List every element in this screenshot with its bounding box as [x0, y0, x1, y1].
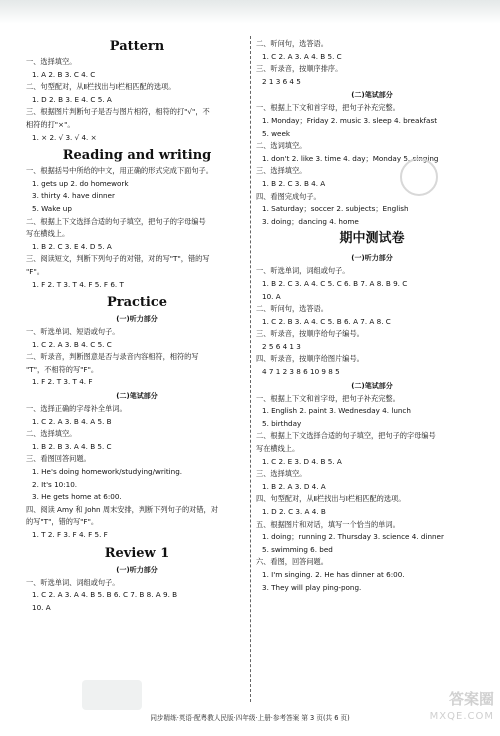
answer-line: 1. gets up 2. do homework — [32, 178, 129, 188]
answer-line: 三、根据图片判断句子是否与图片相符，相符的打"√"，不 — [26, 107, 210, 117]
answer-line: 3. doing；dancing 4. home — [262, 216, 359, 226]
watermark-text: 答案圈 — [448, 690, 494, 708]
answer-line: 二、根据上下文选择合适的句子填空，把句子的字母编号 — [26, 216, 206, 226]
answer-line: 1. C 2. A 3. B 4. A 5. B — [32, 416, 112, 426]
answer-line: 四、看图完成句子。 — [256, 191, 321, 201]
answer-line: 1. B 2. A 3. D 4. A — [262, 481, 326, 491]
answer-line: 一、根据括号中所给的中文，用正确的形式完成下面句子。 — [26, 166, 213, 176]
practice-written-list — [26, 403, 248, 542]
answer-line: 二、听录音，判断图意是否与录音内容相符，相符的写 — [26, 352, 199, 362]
answer-line: 一、选择填空。 — [26, 57, 77, 66]
column-divider — [250, 36, 251, 702]
answer-line: 四、阅读 Amy 和 John 周末安排，判断下列句子的对错，对 — [26, 504, 218, 514]
review-written-list — [256, 102, 488, 228]
practice-listening-label: (一)听力部分 — [116, 315, 158, 324]
review-listening-label: (一)听力部分 — [116, 565, 158, 574]
answer-line: 1. Saturday；soccer 2. subjects；English — [262, 204, 409, 214]
answer-line: 1. English 2. paint 3. Wednesday 4. lunch — [262, 406, 411, 416]
answer-line: 1. C 2. A 3. B 4. C 5. C — [32, 339, 112, 349]
answer-line: 一、听选单词、词组或句子。 — [26, 577, 120, 587]
review-continued-list — [256, 38, 488, 88]
answer-line: 1. C 2. E 3. D 4. B 5. A — [262, 456, 342, 466]
answer-line: 5. birthday — [262, 418, 302, 428]
answer-line: 1. D 2. B 3. E 4. C 5. A — [32, 94, 112, 104]
top-shade — [0, 0, 500, 24]
answer-line: 一、根据上下文和首字母，把句子补充完整。 — [256, 103, 400, 113]
answer-line: 二、听问句，选答语。 — [256, 304, 328, 314]
answer-line: 3. He gets home at 6:00. — [32, 492, 122, 502]
answer-line: 5. Wake up — [32, 203, 72, 213]
review-listening-list — [26, 577, 248, 615]
answer-line: 写在横线上。 — [256, 444, 300, 454]
answer-line: 1. He's doing homework/studying/writing. — [32, 467, 183, 477]
answer-line: 3. thirty 4. have dinner — [32, 191, 115, 201]
answer-line: 一、听选单词、短语或句子。 — [26, 327, 120, 337]
review-title: Review 1 — [104, 545, 170, 561]
answer-line: 10. A — [262, 291, 281, 301]
left-column — [26, 38, 248, 614]
answer-line: 三、选择填空。 — [256, 166, 307, 176]
pattern-title: Pattern — [109, 39, 165, 54]
answer-line: 1. B 2. C 3. B 4. A — [262, 178, 326, 188]
answer-line: 四、听录音，按顺序给图片编号。 — [256, 354, 364, 364]
answer-line: 1. don't 2. like 3. time 4. day；Monday 5. singing — [262, 153, 439, 163]
practice-listening-list — [26, 326, 248, 389]
answer-line: 二、选词填空。 — [256, 141, 307, 151]
answer-line: 一、根据上下文和首字母，把句子补充完整。 — [256, 393, 400, 403]
answer-line: "F"。 — [26, 266, 44, 276]
answer-line: 1. D 2. C 3. A 4. B — [262, 507, 326, 516]
watermark-url: MXQE.COM — [429, 711, 494, 722]
answer-line: 1. B 2. C 3. A 4. C 5. C 6. B 7. A 8. B 9. C — [262, 278, 408, 288]
answer-line: 1. Monday；Friday 2. music 3. sleep 4. breakfast — [262, 115, 438, 125]
right-column — [256, 38, 488, 594]
page-footer: 同步精练·英语·配粤教人民版·四年级·上册·参考答案 第 3 页(共 6 页) — [150, 714, 350, 722]
answer-line: 1. doing；running 2. Thursday 3. science 4. dinner — [262, 532, 444, 542]
answer-line: 三、听录音，按顺序排序。 — [256, 64, 343, 74]
answer-line: 2. It's 10:10. — [32, 479, 78, 489]
answer-line: 4 7 1 2 3 8 6 10 9 8 5 — [262, 367, 340, 377]
answer-line: 3. They will play ping-pong. — [262, 582, 362, 592]
answer-line: 相符的打"×"。 — [26, 119, 75, 129]
answer-line: 5. swimming 6. bed — [262, 544, 333, 554]
midterm-title: 期中测试卷 — [339, 231, 405, 247]
midterm-listening-label: (一)听力部分 — [351, 254, 393, 263]
answer-line: 三、阅读短文，判断下列句子的对错，对的写"T"，错的写 — [26, 254, 210, 264]
answer-line: 二、选择填空。 — [26, 429, 77, 439]
answer-line: 一、选择正确的字母补全单词。 — [26, 404, 127, 414]
midterm-written-label: (二)笔试部分 — [351, 381, 393, 390]
midterm-listening-list — [256, 265, 488, 378]
review-written-label: (二)笔试部分 — [351, 91, 393, 100]
answer-line: 五、根据图片和对话，填写一个恰当的单词。 — [256, 519, 400, 529]
answer-line: 一、听选单词，词组或句子。 — [256, 266, 350, 276]
practice-written-label: (二)笔试部分 — [116, 392, 158, 401]
answer-line: 1. A 2. B 3. C 4. C — [32, 69, 96, 79]
watermark-smudge — [82, 680, 142, 710]
answer-line: 1. I'm singing. 2. He has dinner at 6:00. — [262, 569, 405, 579]
midterm-written-list — [256, 393, 488, 595]
answer-line: 二、根据上下文选择合适的句子填空，把句子的字母编号 — [256, 431, 436, 441]
answer-line: 六、看图，回答问题。 — [256, 557, 328, 567]
answer-line: 1. F 2. T 3. T 4. F 5. F 6. T — [32, 279, 124, 289]
watermark-stamp — [400, 158, 438, 196]
answer-line: 三、听录音，按顺序给句子编号。 — [256, 329, 364, 339]
answer-line: 1. × 2. √ 3. √ 4. × — [32, 132, 97, 142]
reading-writing-title: Reading and writing — [62, 148, 212, 164]
answer-line: 1. T 2. F 3. F 4. F 5. F — [32, 530, 108, 539]
answer-line: 10. A — [32, 602, 51, 612]
answer-line: 二、听问句，选答语。 — [256, 39, 328, 48]
answer-line: 1. C 2. A 3. A 4. B 5. B 6. C 7. B 8. A 9. B — [32, 590, 178, 600]
answer-line: 三、看图回答问题。 — [26, 454, 91, 464]
answer-line: 1. C 2. B 3. A 4. C 5. B 6. A 7. A 8. C — [262, 316, 391, 326]
practice-title: Practice — [106, 295, 168, 311]
answer-line: 2 1 3 6 4 5 — [262, 76, 301, 86]
answer-line: 1. F 2. T 3. T 4. F — [32, 377, 93, 387]
answer-line: 四、句型配对，从Ⅱ栏找出与Ⅰ栏相匹配的选项。 — [256, 494, 406, 504]
answer-line: "T"，不相符的写"F"。 — [26, 364, 99, 374]
watermark-logo — [416, 690, 494, 730]
answer-line: 5. week — [262, 128, 291, 138]
answer-line: 写在横线上。 — [26, 229, 70, 239]
answer-line: 二、句型配对，从Ⅱ栏找出与Ⅰ栏相匹配的选项。 — [26, 82, 176, 92]
reading-writing-list — [26, 165, 248, 291]
answer-line: 1. B 2. C 3. E 4. D 5. A — [32, 241, 112, 251]
pattern-list — [26, 56, 248, 144]
answer-line: 三、选择填空。 — [256, 469, 307, 479]
answer-line: 2 5 6 4 1 3 — [262, 341, 301, 351]
answer-line: 1. C 2. A 3. A 4. B 5. C — [262, 51, 342, 61]
answer-line: 1. B 2. B 3. A 4. B 5. C — [32, 441, 112, 451]
answer-line: 的写"T"，错的写"F"。 — [26, 517, 99, 527]
